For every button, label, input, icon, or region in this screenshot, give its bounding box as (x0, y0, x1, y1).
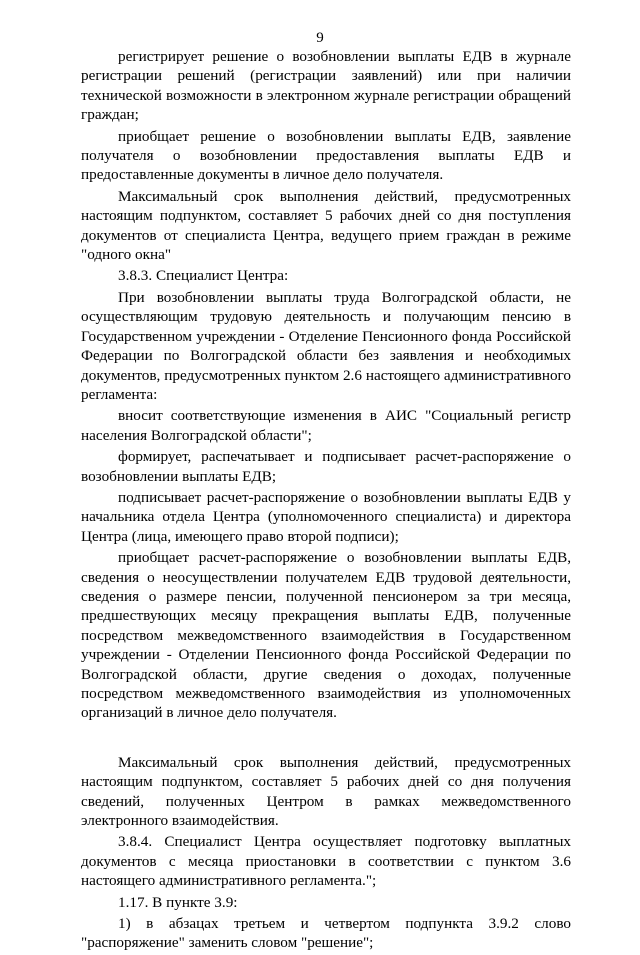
paragraph-item-1: 1) в абзацах третьем и четвертом подпункта 3.9.2 слово "распоряжение" заменить словом "решение"; (81, 915, 571, 952)
paragraph-section-3-8-4: 3.8.4. Специалист Центра осуществляет подготовку выплатных документов с месяца приостановки в соответствии с пунктом 3.6 настоящего административного регламента."; (81, 833, 571, 890)
paragraph-max-term-1: Максимальный срок выполнения действий, предусмотренных настоящим подпунктом, составляет 5 рабочих дней со дня поступления документов от специалиста Центра, ведущего прием граждан в режиме "одного окна" (81, 187, 571, 264)
paragraph-max-term-2: Максимальный срок выполнения действий, предусмотренных настоящим подпунктом, составляет 5 рабочих дней со дня получения сведений, полученных Центром в рамках межведомственного электронного взаимодействия. (81, 753, 571, 830)
paragraph-resumption-conditions: При возобновлении выплаты труда Волгоградской области, не осуществляющим трудовую деятельность и получающим пенсию в Государственном учреждении - Отделение Пенсионного фонда Российской Федерации по Волгоградской области без заявления и необходимых документов, предусмотренных пунктом 2.6 настоящего административного регламента: (81, 288, 571, 403)
paragraph-section-3-8-3: 3.8.3. Специалист Центра: (118, 267, 289, 285)
paragraph-sign-order: подписывает расчет-распоряжение о возобновлении выплаты ЕДВ у начальника отдела Центра (уполномоченного специалиста) и директора Центра (лица, имеющего право второй подписи); (81, 488, 571, 545)
paragraph-update-registry: вносит соответствующие изменения в АИС "Социальный регистр населения Волгоградской области"; (81, 407, 571, 444)
page-number: 9 (316, 30, 324, 46)
paragraph-attach-order: приобщает расчет-распоряжение о возобновлении выплаты ЕДВ, сведения о неосуществлении получателем ЕДВ трудовой деятельности, сведения о размере пенсии, полученной пенсионером за три месяца, предшествующих месяцу прекращения выплаты ЕДВ, полученные посредством межведомственного взаимодействия в Государственном учреждении - Отделении Пенсионного фонда Российской Федерации по Волгоградской области, другие сведения о доходах, полученные посредством межведомственного взаимодействия из уполномоченных организаций в личное дело получателя. (81, 549, 571, 722)
paragraph-form-order: формирует, распечатывает и подписывает расчет-распоряжение о возобновлении выплаты ЕДВ; (81, 448, 571, 485)
paragraph-attach-decision: приобщает решение о возобновлении выплаты ЕДВ, заявление получателя о возобновлении предоставления выплаты ЕДВ и предоставленные документы в личное дело получателя. (81, 127, 571, 184)
paragraph-item-1-17: 1.17. В пункте 3.9: (118, 893, 238, 911)
document-body (81, 47, 571, 955)
paragraph-spacer (81, 725, 571, 753)
paragraph-register-decision: регистрирует решение о возобновлении выплаты ЕДВ в журнале регистрации решений (регистрации заявлений) или при наличии технической возможности в электронном журнале регистрации обращений граждан; (81, 48, 571, 124)
